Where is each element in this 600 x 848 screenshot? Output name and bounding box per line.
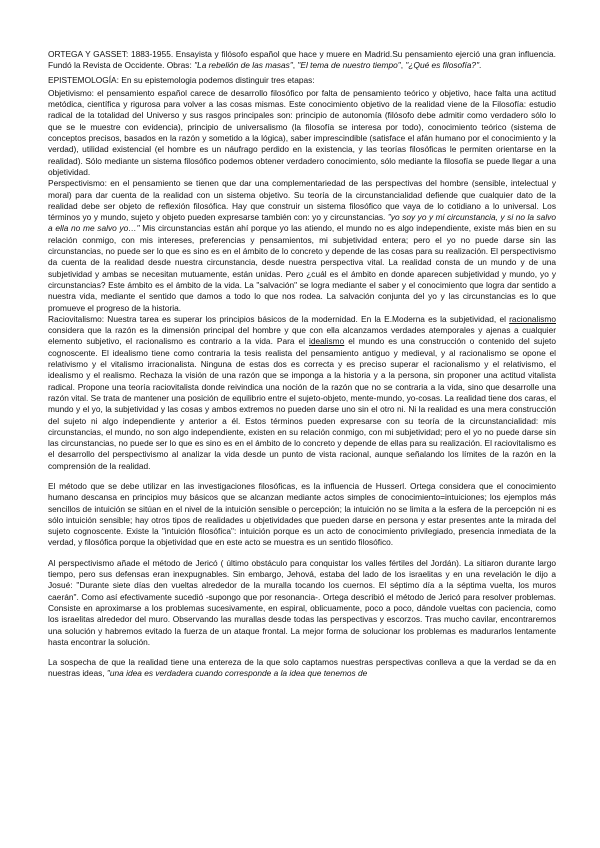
spacer: [48, 648, 556, 657]
work-title: "El tema de nuestro tiempo": [297, 60, 401, 71]
perspectivismo-paragraph: Perspectivismo: en el pensamiento se tienen que dar una complementariedad de las perspectivas del hombre (sensible, intelectual y moral) para dar cuenta de la realidad con un sistema objetivo. Su teoría de la circunstancialidad defiende que cualquier dato de la realidad debe ser objeto de reflexión filosófica. Hay que construir un sistema filosófico que vaya de lo cotidiano a lo universal. Los términos yo y mundo, sujeto y objeto pueden expresarse también con: yo y circunstancias. "yo soy yo y mi circunstancia, y si no la salvo a ella no me salvo yo…" Mis circunstancias están ahí porque yo las atiendo, el mundo no es algo independiente, existe más bien en su relación conmigo, con mis intereses, preferencias y pensamientos, mi subjetividad entera; pero el yo no puede darse sin las circunstancias, no puede ser lo que es sino es en el ámbito de lo concreto y depende de las cosas para su realización. El perspectivismo da cuenta de la realidad desde nuestra circunstancia, desde nuestra perspectiva vital. La realidad consta de un mundo y de una subjetividad y ambas se necesitan mutuamente, están unidas. Pero ¿cuál es el ámbito en donde aparecen subjetividad y mundo, yo y circunstancias? Este ámbito es el ámbito de la vida. La "salvación" se logra mediante el saber y el conocimiento que logra dar sentido a nuestra vida, mediante el sentido que damos a todo lo que nos rodea. La salvación conjunta del yo y las circunstancias es lo que promueve el progreso de la historia.: [48, 178, 556, 313]
jerico-paragraph: Al perspectivismo añade el método de Jericó ( último obstáculo para conquistar los valles fértiles del Jordán). La sitiaron durante largo tiempo, pero sus defensas eran inexpugnables. Sin embargo, Jehová, estaba del lado de los israelitas y en una revelación le dijo a Josué: "Durante siete días den vueltas alrededor de la muralla tocando los cuernos. El séptimo día a la séptima vuelta, los muros caerán". Como así efectivamente sucedió -supongo que por resonancia-. Ortega describió el método de Jericó para resolver problemas. Consiste en aproximarse a los problemas sucesivamente, en espiral, oblicuamente, poco a poco, dándole vueltas con paciencia, como los israelitas alrededor del muro. Observando las murallas desde todas las perspectivas y escorzos. Tras mucho cavilar, encontraremos una solución y habremos evitado la fuerza de un ataque frontal. La mejor forma de solucionar los problemas es madurarlos lentamente hasta encontrar la solución.: [48, 557, 556, 647]
spacer: [48, 472, 556, 481]
spacer: [48, 549, 556, 558]
ortega-quote: "yo soy yo y mi circunstancia, y si no la salvo a ella no me salvo yo…": [48, 212, 556, 234]
sospecha-paragraph: La sospecha de que la realidad tiene una entereza de la que solo captamos nuestras perspectivas conlleva a que la verdad se da en nuestras ideas, "una idea es verdadera cuando corresponde a la idea que tenemos de: [48, 657, 556, 679]
underlined-term: racionalismo: [509, 313, 556, 324]
document-page: [48, 49, 556, 680]
metodo-paragraph: El método que se debe utilizar en las investigaciones filosóficas, es la influencia de Husserl. Ortega considera que el conocimiento humano descansa en principios muy básicos que se alcanzan mediante actos simples de conocimiento=intuiciones; los ejemplos más sencillos de intuición se sitúan en el nivel de la intuición sensible o percepción; la intuición no se limita a la esfera de la percepción ni es sólo intuición sensible; hay otros tipos de realidades u objetividades que pueden darse en persona y estar presentes ante la mirada del sujeto cognoscente. Existe la "intuición filosófica": intuición porque es un acto de conocimiento privilegiado, presencia inmediata de la verdad, y filosófica porque la objetividad que en este acto se muestra es un sentido filosófico.: [48, 480, 556, 548]
intro-paragraph: ORTEGA Y GASSET: 1883-1955. Ensayista y filósofo español que hace y muere en Madrid.Su pensamiento ejerció una gran influencia. Fundó la Revista de Occidente. Obras: "La rebelión de las masas", "El tema de nuestro tiempo", "¿Qué es filosofía?".: [48, 49, 556, 71]
epistemology-heading: EPISTEMOLOGÍA: En su epistemologia podemos distinguir tres etapas:: [48, 74, 315, 85]
underlined-term: idealismo: [309, 336, 345, 347]
raciovitalismo-paragraph: Raciovitalismo: Nuestra tarea es superar los principios básicos de la modernidad. En la E.Moderna es la subjetividad, el racionalismo considera que la razón es la dimensión principal del hombre y que con ella alcanzamos verdades atemporales y ajenas a cualquier elemento subjetivo, el racionalismo es contrario a la vida. Para el idealismo el mundo es una construcción o contenido del sujeto cognoscente. El idealismo tiene como contraria la tesis realista del pensamiento antiguo y medieval, y al racionalismo se opone el relativismo y el vitalismo irracionalista. Ninguna de estas dos es correcta y es preciso superar el racionalismo y el relativismo, el idealismo y el realismo. Rechaza la visión de una razón que se imponga a la historia y a la persona, sin proponer una actitud vitalista radical. Propone una teoría raciovitalista donde reivindica una noción de la razón que no se contraria a la vida, sino que desarrolle una razón vital. Se trata de mantener una posición de equilibrio entre el sujeto-objeto, mente-mundo, yo-cosas. La realidad tiene dos caras, el mundo y el yo, la subjetividad y las cosas y ambos extremos no pueden darse uno sin el otro ni. Ni la realidad es una mera construcción del sujeto ni algo independiente y anterior a él. Estos términos pueden expresarse con su teoría de la circunstancialidad: mis circunstancias, el mundo, no son algo independiente, existen en su relación conmigo, con mi subjetividad; pero el yo no puede darse sin las circunstancias, no puede ser lo que es sino es en el ámbito de lo concreto y depende de ellas para su realización. El raciovitalismo es el desarrollo del perspectivismo al analizar la vida desde un punto de vista racional, aunque señalando los límites de la razón en la comprensión de la realidad.: [48, 313, 557, 471]
work-title: "¿Qué es filosofía?": [405, 60, 480, 71]
objetivismo-paragraph: Objetivismo: el pensamiento español carece de desarrollo filosófico por falta de pensamiento teórico y objetivo, hace falta una actitud metódica, científica y rigurosa para volver a las cosas mismas. Este conocimiento objetivo de la realidad viene de la Filosofía: estudio radical de la totalidad del Universo y sus rasgos principales son: principio de autonomía (filósofo debe admitir como verdadero sólo lo que se le muestre con evidencia), principio de universalismo (la filosofía se interesa por todo), conocimiento teórico (sistema de conceptos precisos, basados en la razón y sometido a la lógica), saber imprescindible (satisface el afán humano por el conocimiento y la verdad), utilidad existencial (el hombre es un náufrago perdido en la existencia, y las teorías filosóficas le permiten orientarse en la realidad). Sólo mediante un sistema filosófico podemos obtener verdadero conocimiento, sólo mediante la filosofía se puede llegar a una objetividad.: [48, 87, 556, 177]
truth-quote: "una idea es verdadera cuando corresponde a la idea que tenemos de: [106, 668, 368, 679]
work-title: "La rebelión de las masas": [194, 60, 293, 71]
